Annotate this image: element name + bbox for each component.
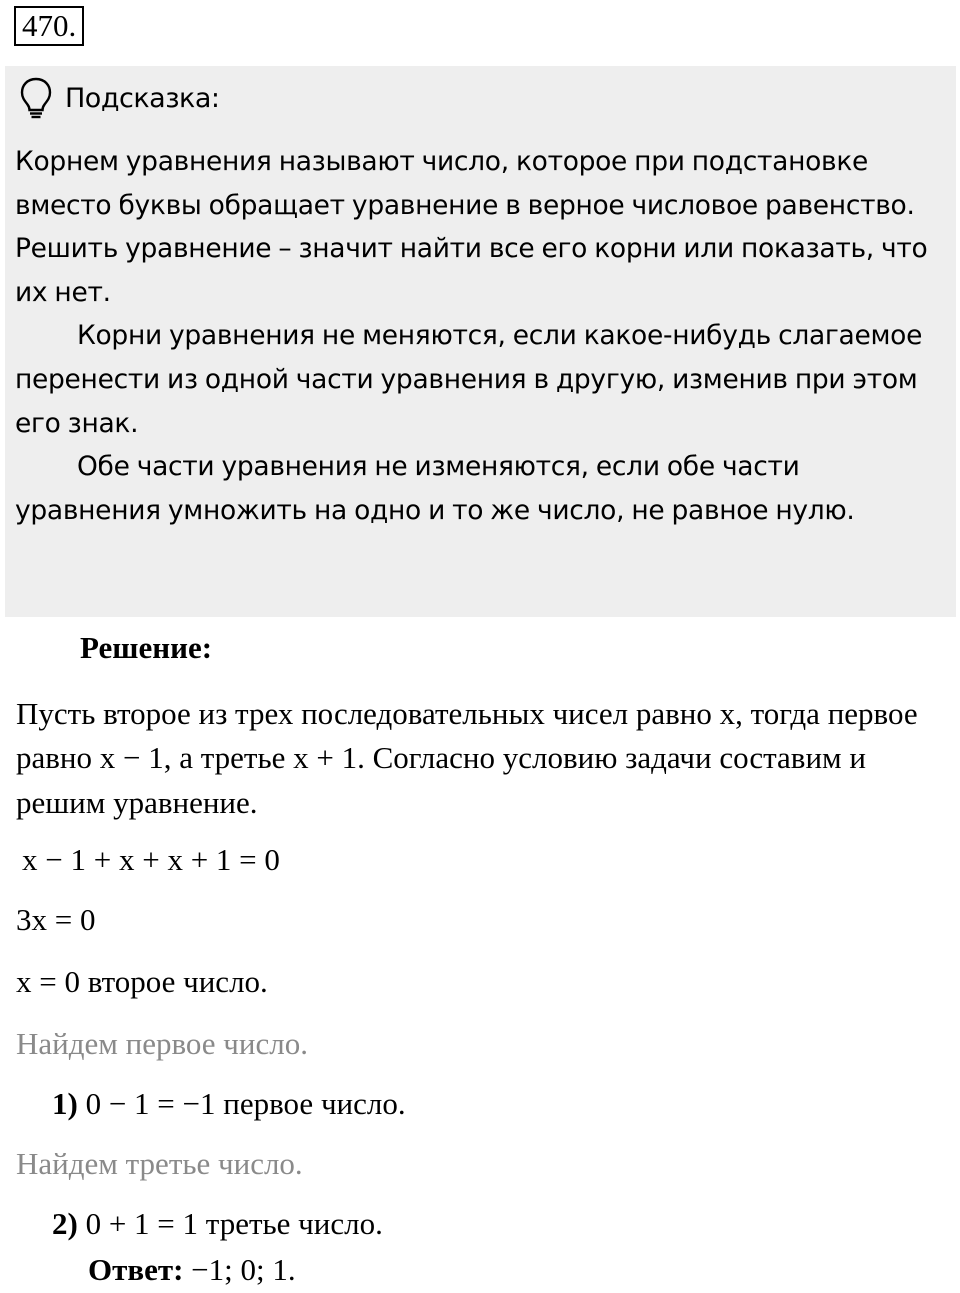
step2-text: 0 + 1 = 1 третье число. [85,1206,383,1241]
step1-number: 1) [52,1086,78,1121]
hint-title: Подсказка: [65,82,220,114]
lightbulb-icon [19,76,53,120]
step2-note: Найдем третье число. [16,1146,303,1181]
solution-intro-text: Пусть второе из трех последовательных чисел равно x, тогда первое равно x − 1, а третье x + 1. Согласно условию задачи составим и решим уравнение. [16,696,918,820]
solution-title: Решение: [80,630,213,665]
equation-1: x − 1 + x + x + 1 = 0 [22,842,280,877]
step1 [52,1086,406,1122]
hint-paragraph: Корни уравнения не меняются, если какое-нибудь слагаемое перенести из одной части уравнения в другую, изменив при этом его знак. [15,320,923,439]
hint-header [19,76,220,120]
answer-label: Ответ: [88,1252,184,1287]
hint-panel [5,66,956,617]
hint-body [15,140,950,532]
hint-paragraph: Решить уравнение – значит найти все его корни или показать, что их нет. [15,233,928,308]
solution-intro [16,692,951,825]
hint-paragraph: Обе части уравнения не изменяются, если обе части уравнения умножить на одно и то же число, не равное нулю. [15,451,855,526]
answer-value: −1; 0; 1. [191,1252,296,1287]
task-number: 470. [14,6,84,46]
step2-number: 2) [52,1206,78,1241]
step1-note: Найдем первое число. [16,1026,308,1061]
equation-2: 3x = 0 [16,902,96,937]
step1-text: 0 − 1 = −1 первое число. [85,1086,406,1121]
answer [88,1252,296,1288]
step2 [52,1206,383,1242]
equation-3: x = 0 второе число. [16,964,268,999]
hint-paragraph: Корнем уравнения называют число, которое при подстановке вместо буквы обращает уравнение в верное числовое равенство. [15,146,915,221]
